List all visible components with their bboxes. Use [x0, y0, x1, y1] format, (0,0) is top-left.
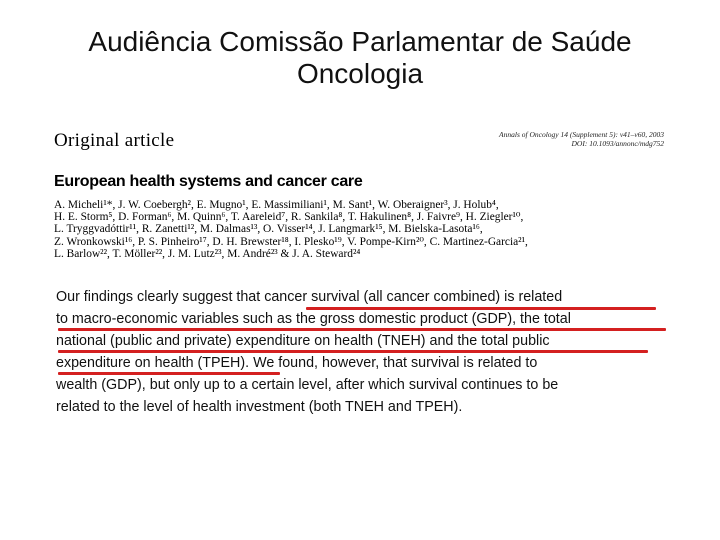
slide-title-line-1: Audiência Comissão Parlamentar de Saúde: [88, 26, 632, 57]
journal-citation-line-1: Annals of Oncology 14 (Supplement 5): v41–v60, 2003: [499, 130, 664, 139]
journal-citation: [474, 130, 664, 148]
red-underline: [58, 372, 280, 375]
red-underline: [58, 350, 648, 353]
author-line: L. Tryggvadóttir¹¹, R. Zanetti¹², M. Dalmas¹³, O. Visser¹⁴, J. Langmark¹⁵, M. Bielska-Lasota¹⁶,: [54, 223, 483, 236]
article-kind: Original article: [54, 130, 175, 151]
red-underline: [306, 307, 656, 310]
article-clipping: [52, 124, 672, 270]
quote-line: wealth (GDP), but only up to a certain level, after which survival continues to be: [56, 377, 559, 393]
article-title: European health systems and cancer care: [54, 173, 363, 190]
slide-title-line-2: Oncologia: [296, 58, 424, 89]
author-line: L. Barlow²², T. Möller²², J. M. Lutz²³, M. André²³ & J. A. Steward²⁴: [54, 247, 361, 260]
author-line: A. Micheli¹*, J. W. Coebergh², E. Mugno¹, E. Massimiliani¹, M. Sant¹, W. Oberaigner³, J. Holub⁴,: [54, 199, 499, 211]
quote-line: related to the level of health investment (both TNEH and TPEH).: [56, 399, 463, 415]
red-underline: [58, 328, 666, 331]
author-line: Z. Wronkowski¹⁶, P. S. Pinheiro¹⁷, D. H. Brewster¹⁸, I. Plesko¹⁹, V. Pompe-Kirn²⁰, C. Martinez-Garcia²¹,: [54, 235, 528, 248]
quote-line: Our findings clearly suggest that cancer survival (all cancer combined) is related: [56, 289, 563, 305]
slide-title: [40, 26, 680, 90]
quote-line: to macro-economic variables such as the gross domestic product (GDP), the total: [56, 311, 571, 327]
quote-line: national (public and private) expenditure on health (TNEH) and the total public: [56, 333, 550, 349]
author-list: [54, 199, 670, 260]
quote-line: expenditure on health (TPEH). We found, however, that survival is related to: [56, 355, 538, 371]
author-line: H. E. Storm⁵, D. Forman⁶, M. Quinn⁶, T. Aareleid⁷, R. Sankila⁸, T. Hakulinen⁸, J. Faivre⁹, H. Ziegler¹⁰,: [54, 211, 524, 224]
journal-citation-line-2: DOI: 10.1093/annonc/mdg752: [571, 139, 664, 148]
